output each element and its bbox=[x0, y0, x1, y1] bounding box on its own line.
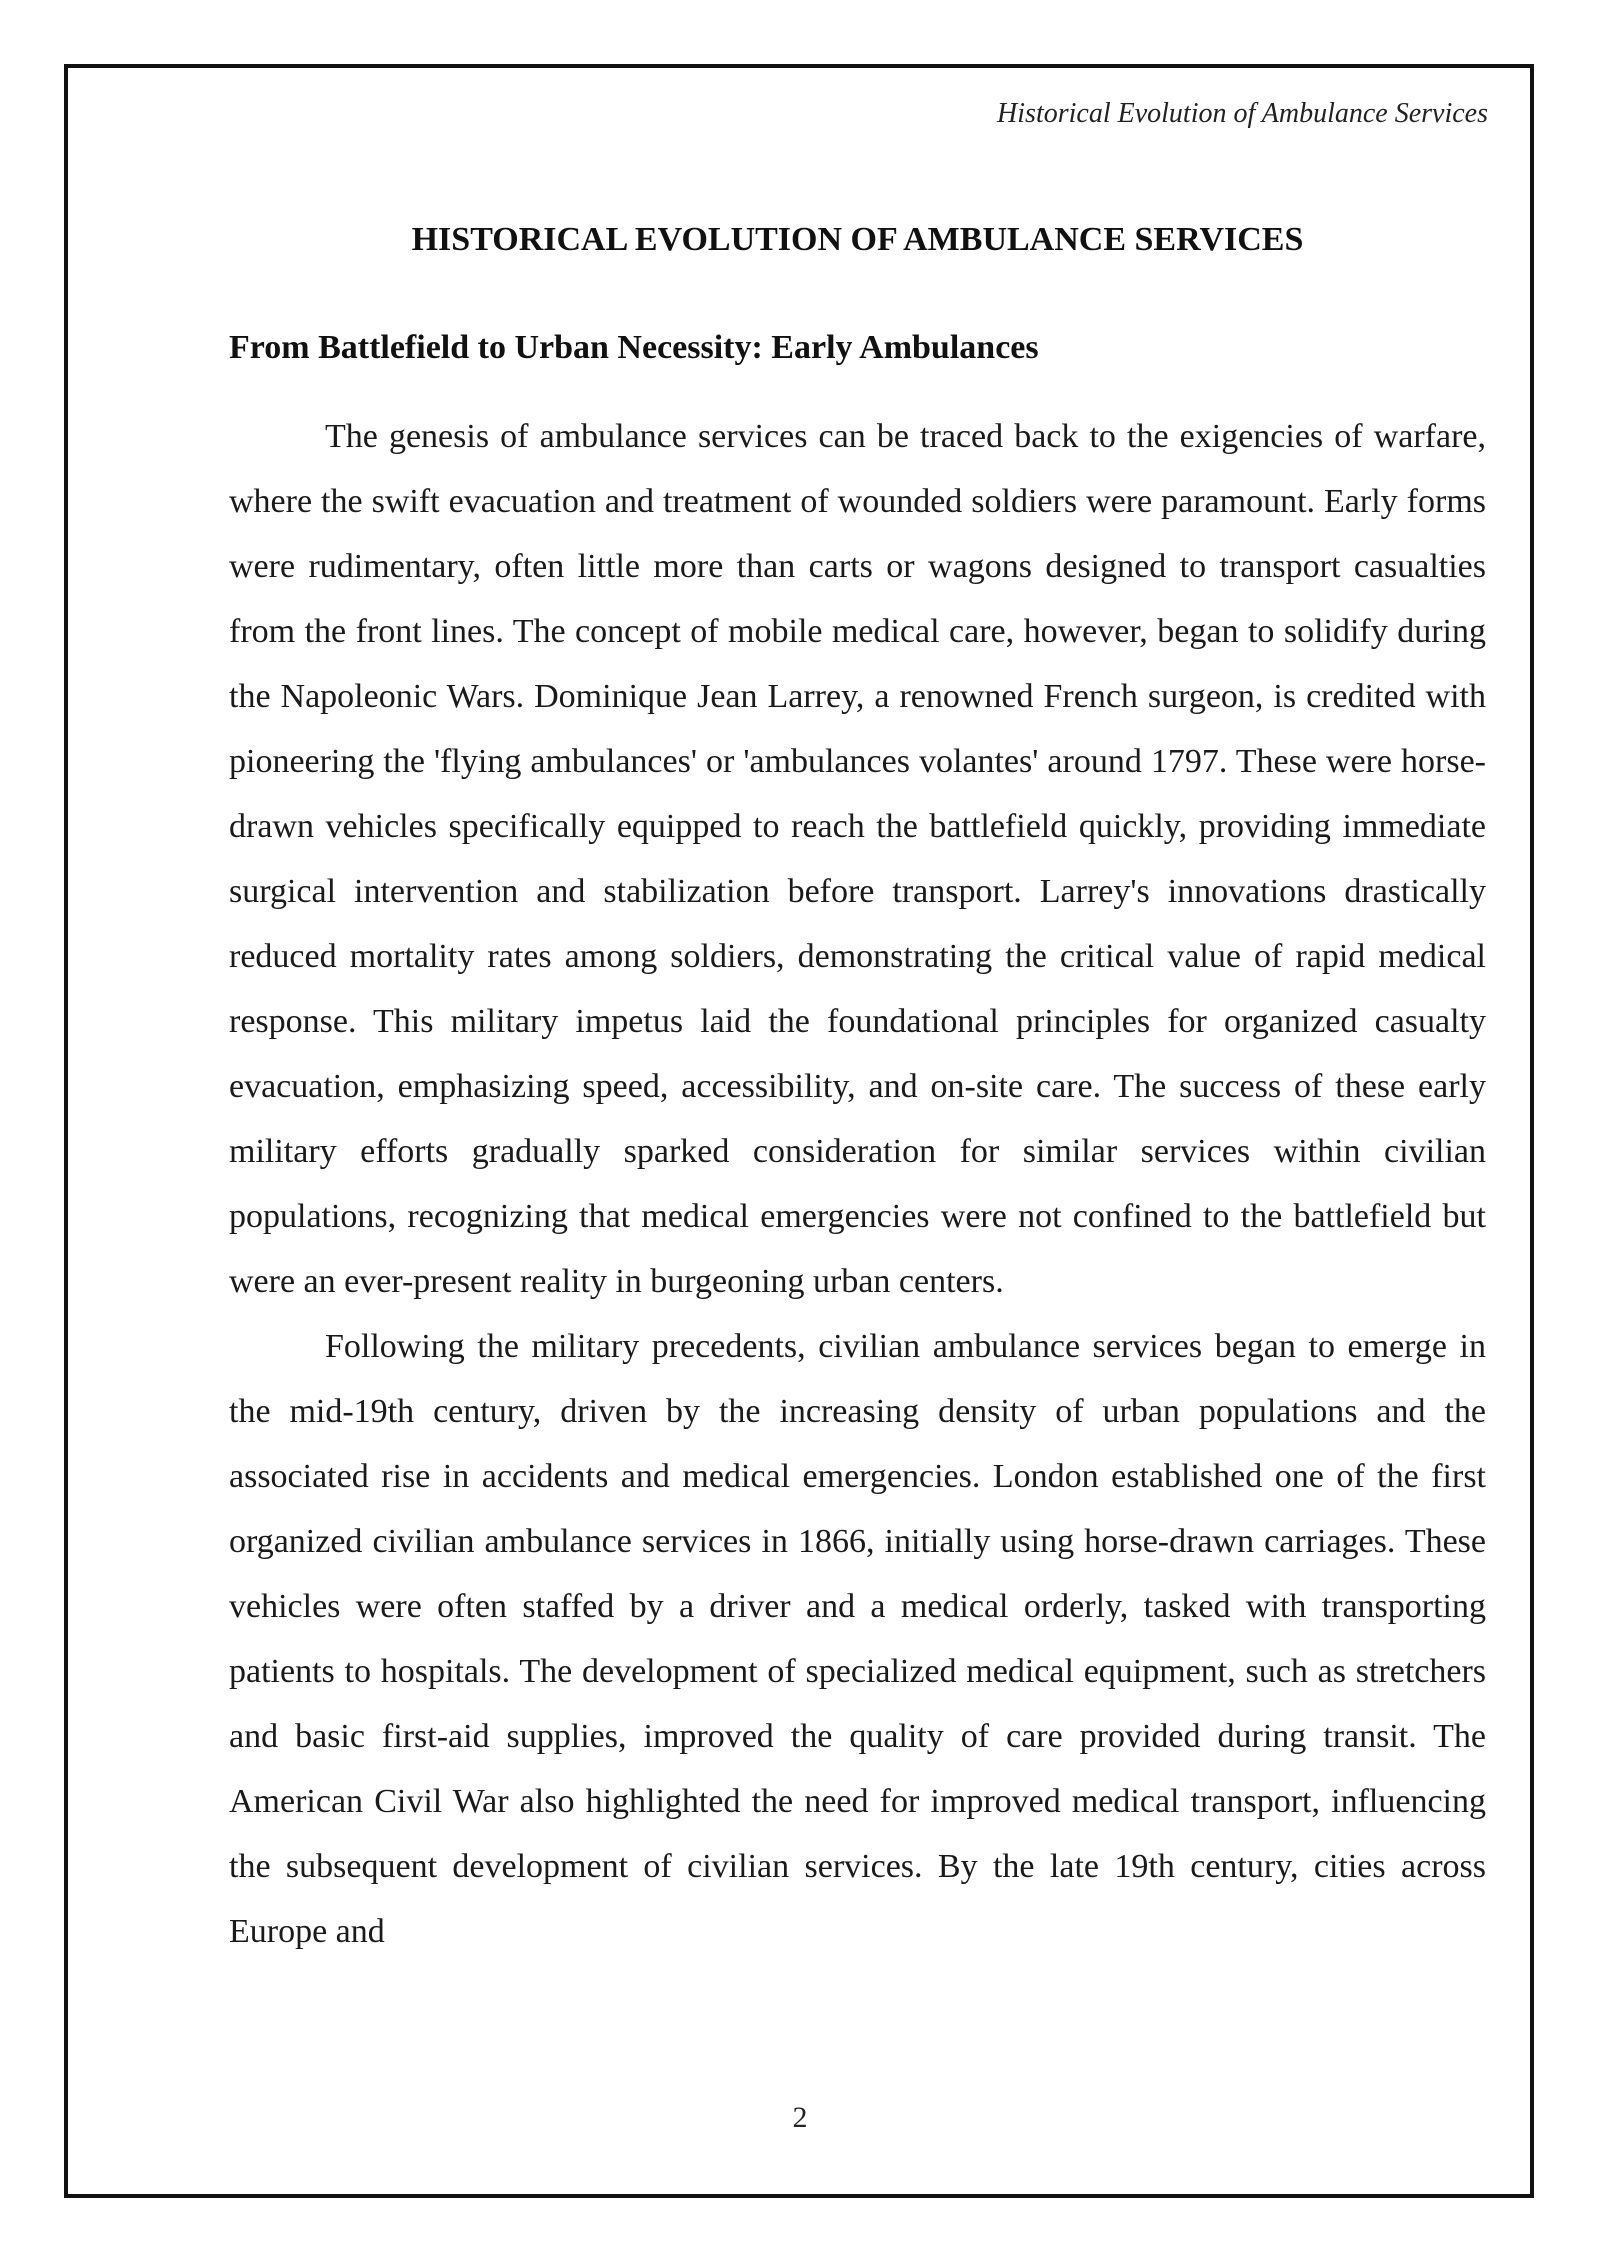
document-title: HISTORICAL EVOLUTION OF AMBULANCE SERVICES bbox=[411, 221, 1304, 258]
running-header: Historical Evolution of Ambulance Services bbox=[997, 98, 1488, 129]
page-number: 2 bbox=[792, 2101, 808, 2134]
paragraph-1: The genesis of ambulance services can be traced back to the exigencies of warfare, where the swift evacuation and treatment of wounded soldiers were paramount. Early forms were rudimentary, often little more than carts or wagons designed to transport casualties from the front lines. The concept of mobile medical care, however, began to solidify during the Napoleonic Wars. Dominique Jean Larrey, a renowned French surgeon, is credited with pioneering the 'flying ambulances' or 'ambulances volantes' around 1797. These were horse-drawn vehicles specifically equipped to reach the battlefield quickly, providing immediate surgical intervention and stabilization before transport. Larrey's innovations drastically reduced mortality rates among soldiers, demonstrating the critical value of rapid medical response. This military impetus laid the foundational principles for organized casualty evacuation, emphasizing speed, accessibility, and on-site care. The success of these early military efforts gradually sparked consideration for similar services within civilian populations, recognizing that medical emergencies were not confined to the battlefield but were an ever-present reality in burgeoning urban centers. bbox=[229, 418, 1486, 1300]
section-heading: From Battlefield to Urban Necessity: Early Ambulances bbox=[229, 329, 1039, 366]
paragraph-2: Following the military precedents, civilian ambulance services began to emerge in the mid-19th century, driven by the increasing density of urban populations and the associated rise in accidents and medical emergencies. London established one of the first organized civilian ambulance services in 1866, initially using horse-drawn carriages. These vehicles were often staffed by a driver and a medical orderly, tasked with transporting patients to hospitals. The development of specialized medical equipment, such as stretchers and basic first-aid supplies, improved the quality of care provided during transit. The American Civil War also highlighted the need for improved medical transport, influencing the subsequent development of civilian services. By the late 19th century, cities across Europe and bbox=[229, 1328, 1486, 1950]
body-text bbox=[229, 404, 1486, 1964]
